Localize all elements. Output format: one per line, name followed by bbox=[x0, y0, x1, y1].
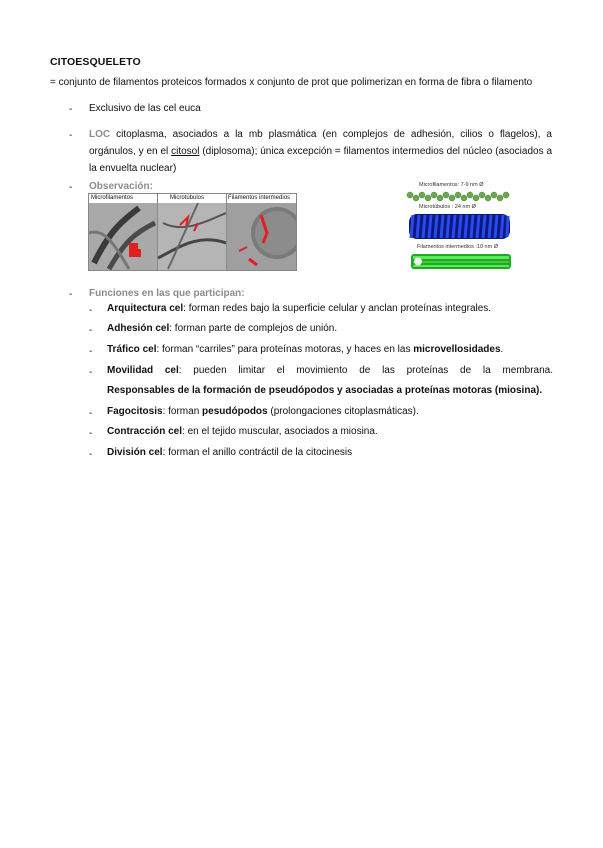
function-text: : forman redes bajo la superficie celular y anclan proteínas integrales. bbox=[183, 303, 492, 314]
loc-citosol: citosol bbox=[171, 146, 200, 157]
micrograph-label: Microtúbulos bbox=[170, 195, 205, 201]
function-text: : en el tejido muscular, asociados a miosina. bbox=[182, 426, 378, 437]
function-item bbox=[107, 446, 553, 460]
function-term: Fagocitosis bbox=[107, 406, 163, 417]
microfilament-image bbox=[89, 203, 157, 270]
sub-bullet-dash: - bbox=[89, 305, 93, 316]
page-title: CITOESQUELETO bbox=[50, 56, 141, 68]
function-text: : pueden limitar el movimiento de las proteínas de la membrana. bbox=[178, 365, 554, 376]
sub-bullet-dash: - bbox=[89, 428, 93, 439]
micrograph-microfilaments bbox=[88, 193, 158, 271]
loc-label: LOC bbox=[89, 129, 111, 140]
function-term: División cel bbox=[107, 447, 163, 458]
function-bold-term: pesudópodos bbox=[202, 406, 268, 417]
intermediate-filament-label: Filamentos intermedios :10 nm Ø bbox=[417, 244, 499, 250]
microtubule-image bbox=[158, 203, 226, 270]
micrograph-label: Filamentos intermedios bbox=[228, 195, 291, 201]
sub-bullet-dash: - bbox=[89, 408, 93, 419]
location-item bbox=[89, 126, 552, 177]
function-bold-term: microvellosidades bbox=[413, 344, 501, 355]
function-item bbox=[107, 425, 553, 439]
function-item bbox=[107, 364, 553, 378]
intro-definition: = conjunto de filamentos proteicos formados x conjunto de prot que polimerizan en forma de fibra o filamento bbox=[50, 77, 533, 88]
function-tail: (prolongaciones citoplasmáticas). bbox=[267, 406, 419, 417]
bullet-dash: - bbox=[69, 182, 73, 193]
function-text: : forman parte de complejos de unión. bbox=[169, 323, 338, 334]
microfilament-strand bbox=[406, 190, 512, 204]
bullet-dash: - bbox=[69, 104, 73, 115]
function-term: Contracción cel bbox=[107, 426, 183, 437]
micrograph-intermediate-filaments bbox=[226, 193, 297, 271]
function-term: Movilidad cel bbox=[107, 365, 179, 376]
function-tail: . bbox=[500, 344, 504, 355]
function-term: Adhesión cel bbox=[107, 323, 170, 334]
function-item bbox=[107, 343, 553, 357]
function-term: Tráfico cel bbox=[107, 344, 157, 355]
intermediate-filament-strand bbox=[411, 253, 511, 270]
function-term: Arquitectura cel bbox=[107, 303, 184, 314]
function-second-line: Responsables de la formación de pseudópodos y asociadas a proteínas motoras (miosina). bbox=[107, 385, 543, 396]
loc-text-2: (diplosoma); única excepción = filamentos intermedios del núcleo (asociados a la envuelta nuclear) bbox=[89, 146, 553, 174]
function-item bbox=[107, 405, 553, 419]
micrograph-microtubules bbox=[157, 193, 227, 271]
function-text: : forman “carriles” para proteínas motoras, y haces en las bbox=[156, 344, 414, 355]
microfilament-label: Microfilamentos: 7-9 nm Ø bbox=[419, 182, 484, 188]
bullet-dash: - bbox=[69, 289, 73, 300]
function-text: : forman bbox=[162, 406, 203, 417]
sub-bullet-dash: - bbox=[89, 449, 93, 460]
observation-heading: Observación: bbox=[89, 181, 153, 192]
bullet-dash: - bbox=[69, 130, 73, 141]
function-item bbox=[107, 302, 553, 316]
exclusive-item: Exclusivo de las cel euca bbox=[89, 103, 201, 114]
sub-bullet-dash: - bbox=[89, 325, 93, 336]
functions-heading: Funciones en las que participan: bbox=[89, 288, 245, 299]
sub-bullet-dash: - bbox=[89, 367, 93, 378]
intermediate-filament-image bbox=[227, 203, 296, 270]
loc-text-1: citoplasma, asociados a la mb plasmática (en complejos de adhesión, cilios o flagelos), a orgánulos, y en el bbox=[89, 129, 552, 157]
micrograph-label: Microfilamentos bbox=[91, 195, 134, 201]
microtubule-label: Microtúbulos : 24 nm Ø bbox=[419, 204, 476, 210]
function-item bbox=[107, 322, 553, 336]
microtubule-strand bbox=[409, 211, 510, 242]
function-text: : forman el anillo contráctil de la citocinesis bbox=[162, 447, 353, 458]
sub-bullet-dash: - bbox=[89, 346, 93, 357]
